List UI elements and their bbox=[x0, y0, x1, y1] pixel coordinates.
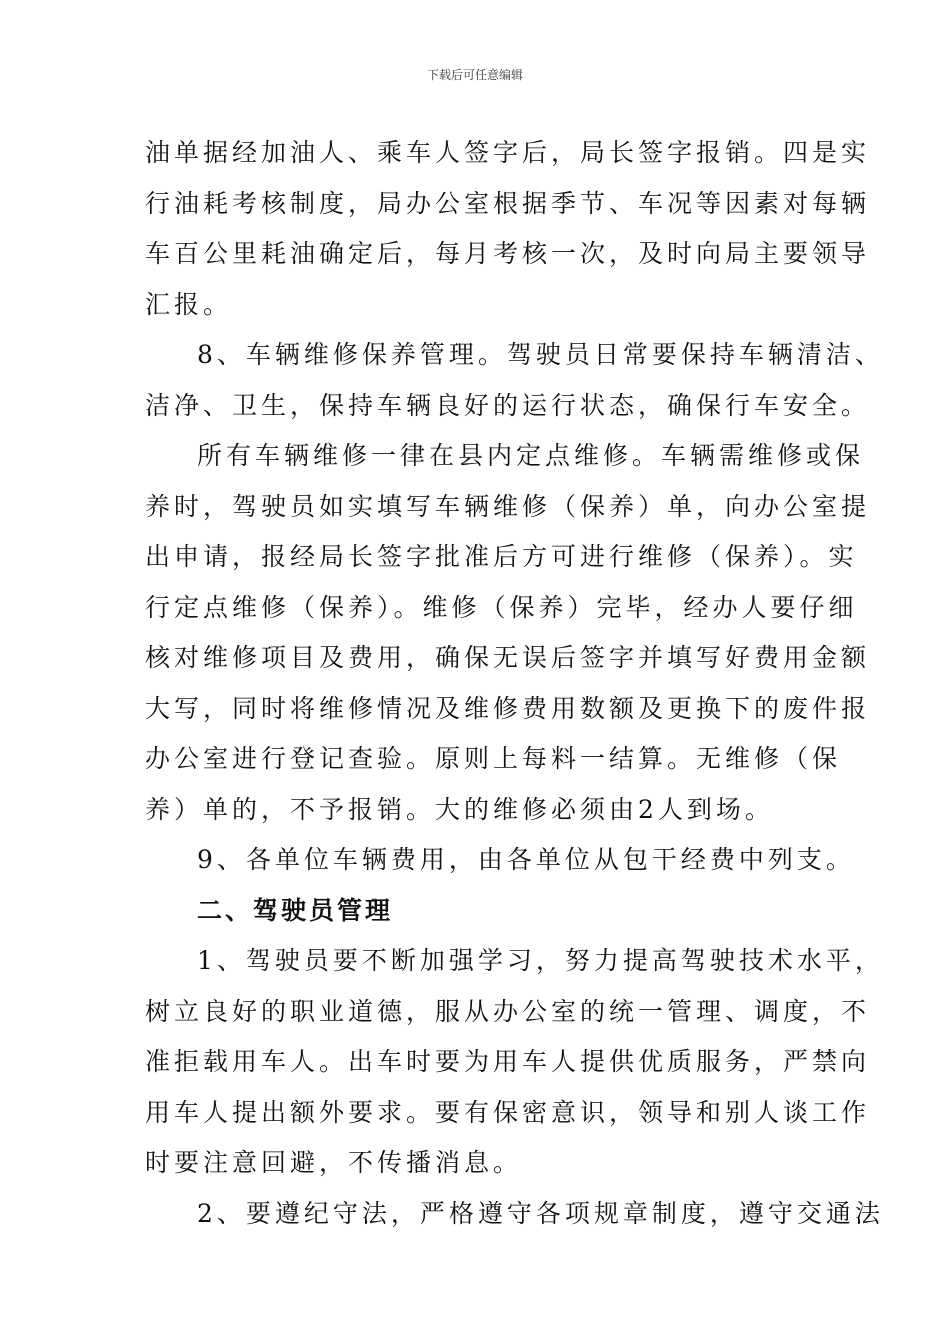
text-line: 汇报。 bbox=[145, 289, 233, 319]
paragraph-start-line: 8、车辆维修保养管理。驾驶员日常要保持车辆清洁、 bbox=[197, 340, 884, 369]
text-line: 大写，同时将维修情况及维修费用数额及更换下的废件报 bbox=[145, 693, 871, 723]
text-line: 养）单的，不予报销。大的维修必须由2人到场。 bbox=[145, 794, 774, 824]
text-line: 时要注意回避，不传播消息。 bbox=[145, 1148, 523, 1177]
text-line: 行定点维修（保养）。维修（保养）完毕，经办人要仔细 bbox=[145, 592, 858, 622]
page-header: 下载后可任意编辑 bbox=[426, 68, 523, 82]
document-body bbox=[145, 128, 884, 1239]
text-line: 车百公里耗油确定后，每月考核一次，及时向局主要领导 bbox=[145, 239, 871, 268]
text-line: 油单据经加油人、乘车人签字后，局长签字报销。四是实 bbox=[145, 138, 871, 167]
text-line: 准拒载用车人。出车时要为用车人提供优质服务，严禁向 bbox=[145, 1047, 871, 1076]
paragraph-start-line: 9、各单位车辆费用，由各单位从包干经费中列支。 bbox=[197, 845, 855, 874]
text-line: 养时，驾驶员如实填写车辆维修（保养）单，向办公室提 bbox=[145, 491, 871, 521]
text-line: 办公室进行登记查验。原则上每料一结算。无维修（保 bbox=[145, 744, 842, 773]
section-heading: 二、驾驶员管理 bbox=[197, 895, 394, 925]
text-line: 用车人提出额外要求。要有保密意识，领导和别人谈工作 bbox=[145, 1097, 871, 1127]
paragraph-start-line: 所有车辆维修一律在县内定点维修。车辆需维修或保 bbox=[197, 441, 865, 470]
text-line: 树立良好的职业道德，服从办公室的统一管理、调度，不 bbox=[145, 996, 871, 1026]
text-line: 洁净、卫生，保持车辆良好的运行状态，确保行车安全。 bbox=[145, 390, 871, 420]
paragraph-start-line: 2、要遵纪守法，严格遵守各项规章制度，遵守交通法 bbox=[197, 1198, 884, 1228]
text-line: 行油耗考核制度，局办公室根据季节、车况等因素对每辆 bbox=[145, 188, 871, 218]
text-line: 核对维修项目及费用，确保无误后签字并填写好费用金额 bbox=[145, 643, 871, 672]
text-line: 出申请，报经局长签字批准后方可进行维修（保养）。实 bbox=[145, 542, 858, 571]
paragraph-start-line: 1、驾驶员要不断加强学习，努力提高驾驶技术水平， bbox=[197, 946, 884, 975]
